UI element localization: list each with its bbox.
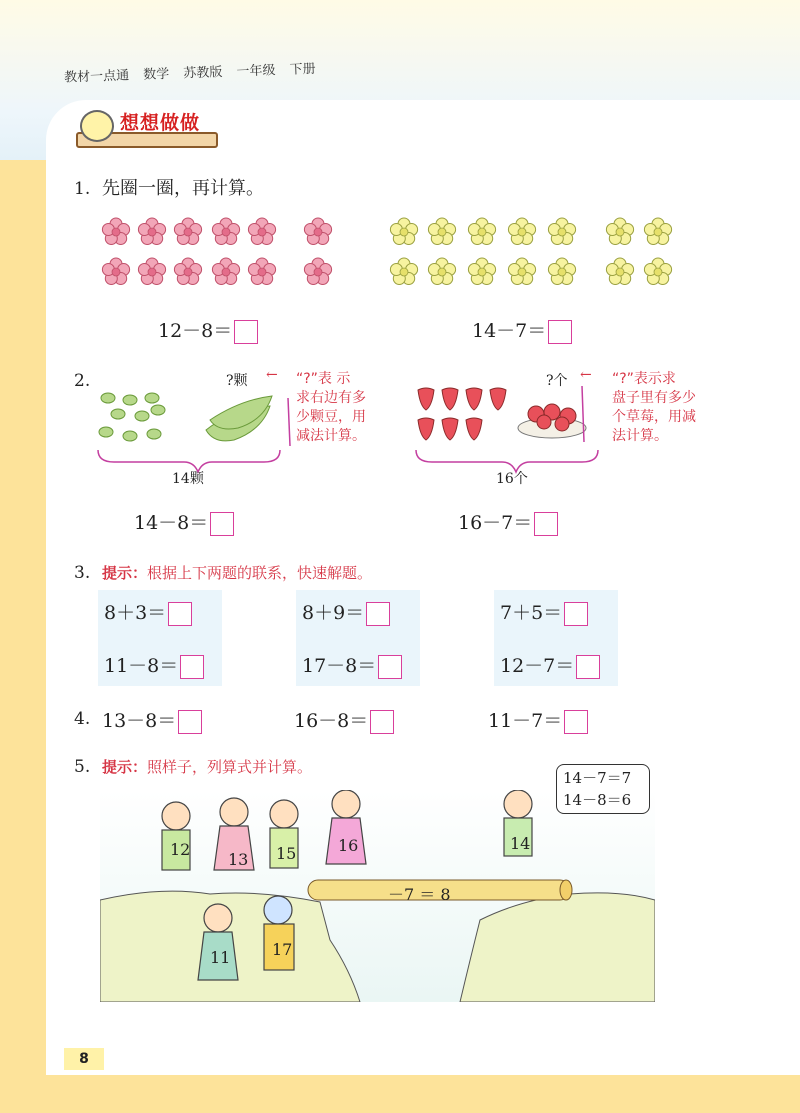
answer-box[interactable]: [534, 512, 558, 536]
header-volume: 下册: [289, 61, 316, 78]
pink-flower-icon: [100, 216, 132, 248]
yellow-flower-icon: [388, 216, 420, 248]
question-1: [74, 174, 264, 200]
answer-box[interactable]: [564, 710, 588, 734]
equation: [488, 706, 588, 734]
equation-text: 17－8＝: [302, 655, 377, 677]
bubble-line: 14－7＝7: [563, 769, 632, 787]
note-line: “?”表示求: [612, 371, 676, 387]
answer-box[interactable]: [210, 512, 234, 536]
equation-text: 11－7＝: [488, 710, 563, 732]
answer-box[interactable]: [366, 602, 390, 626]
yellow-flower-icon: [466, 216, 498, 248]
pink-flower-icon: [100, 256, 132, 288]
answer-box[interactable]: [168, 602, 192, 626]
child-number: 17: [272, 940, 293, 959]
yellow-flower-icon: [506, 256, 538, 288]
equation: [500, 651, 600, 679]
yellow-flower-icon: [642, 256, 674, 288]
pink-flower-icon: [302, 256, 334, 288]
child-number: 16: [338, 836, 359, 855]
equation-text: 11－8＝: [104, 655, 179, 677]
equation: [104, 598, 192, 626]
section-title: 想想做做: [120, 112, 201, 134]
question-4: [74, 708, 96, 729]
yellow-flower-icon: [506, 216, 538, 248]
equation: [158, 316, 258, 344]
question-2: [74, 370, 96, 391]
child-number: 15: [276, 844, 297, 863]
answer-box[interactable]: [548, 320, 572, 344]
strawberry-question-label: ?个: [546, 373, 568, 389]
answer-box[interactable]: [178, 710, 202, 734]
equation-text: 14－8＝: [134, 512, 209, 534]
yellow-flower-icon: [546, 256, 578, 288]
header-edition: 苏教版: [183, 65, 223, 82]
note-line: 盘子里有多少: [612, 390, 696, 406]
equation-text: 8＋3＝: [104, 602, 167, 624]
equation: [104, 651, 204, 679]
answer-box[interactable]: [234, 320, 258, 344]
answer-box[interactable]: [576, 655, 600, 679]
equation: [294, 706, 394, 734]
pink-flower-icon: [210, 216, 242, 248]
equation: [302, 651, 402, 679]
bean-total-label: 14颗: [172, 471, 204, 487]
note-line: 个草莓，用减: [612, 409, 696, 425]
strawberry-note: [612, 370, 696, 446]
pink-flower-icon: [136, 256, 168, 288]
bubble-line: 14－8＝6: [563, 791, 632, 809]
pink-flower-icon: [172, 216, 204, 248]
bean-question-label: ?颗: [226, 373, 248, 389]
arrow-icon: ←: [266, 367, 278, 383]
log-equation: －7 ＝ 8: [388, 885, 451, 904]
note-line: 法计算。: [612, 428, 668, 444]
yellow-flower-icon: [642, 216, 674, 248]
question-number: 4.: [74, 709, 91, 729]
equation-text: 13－8＝: [102, 710, 177, 732]
answer-box[interactable]: [370, 710, 394, 734]
pink-flower-icon: [172, 256, 204, 288]
hint-text: 根据上下两题的联系，快速解题。: [146, 564, 372, 582]
header-subject: 数学: [142, 66, 170, 83]
note-line: “?”表 示: [296, 371, 351, 387]
speech-bubble: [556, 764, 650, 814]
answer-box[interactable]: [378, 655, 402, 679]
pink-flower-icon: [246, 256, 278, 288]
note-line: 求右边有多: [296, 390, 366, 406]
equation: [134, 508, 234, 536]
question-5: [74, 756, 312, 777]
equation: [472, 316, 572, 344]
hint-label: 提示：: [101, 758, 147, 776]
question-number: 3.: [74, 563, 91, 583]
section-title-banner: [70, 106, 220, 148]
yellow-flower-icon: [604, 216, 636, 248]
note-line: 少颗豆，用: [296, 409, 366, 425]
yellow-flower-icon: [466, 256, 498, 288]
pink-flower-icon: [302, 216, 334, 248]
equation: [500, 598, 588, 626]
equation-text: 14－7＝: [472, 320, 547, 342]
equation: [302, 598, 390, 626]
equation-text: 16－7＝: [458, 512, 533, 534]
equation-text: 16－8＝: [294, 710, 369, 732]
strawberries-illustration: [412, 380, 612, 480]
pink-flower-icon: [210, 256, 242, 288]
answer-box[interactable]: [564, 602, 588, 626]
page-number: 8: [64, 1048, 104, 1070]
equation: [102, 706, 202, 734]
question-number: 1.: [74, 179, 91, 199]
note-line: 减法计算。: [296, 428, 366, 444]
arrow-icon: ←: [580, 367, 592, 383]
bean-note: [296, 370, 366, 446]
strawberry-total-label: 16个: [496, 471, 528, 487]
header-grade: 一年级: [236, 63, 276, 80]
answer-box[interactable]: [180, 655, 204, 679]
cliff-illustration: [100, 790, 655, 1002]
question-text: 先圈一圈，再计算。: [101, 178, 264, 199]
equation: [458, 508, 558, 536]
hint-label: 提示：: [101, 564, 147, 582]
question-number: 2.: [74, 371, 91, 391]
child-number: 11: [210, 948, 231, 967]
question-number: 5.: [74, 757, 91, 777]
chick-icon: [80, 110, 114, 142]
equation-text: 12－7＝: [500, 655, 575, 677]
hint-text: 照样子，列算式并计算。: [146, 758, 312, 776]
header-book: 教材一点通: [63, 68, 130, 86]
equation-text: 12－8＝: [158, 320, 233, 342]
yellow-flower-icon: [604, 256, 636, 288]
child-number: 14: [510, 834, 531, 853]
child-number: 12: [170, 840, 191, 859]
pink-flower-icon: [246, 216, 278, 248]
yellow-flower-icon: [546, 216, 578, 248]
bridge-scene: [100, 790, 655, 1002]
child-number: 13: [228, 850, 249, 869]
equation-text: 7＋5＝: [500, 602, 563, 624]
yellow-flower-icon: [388, 256, 420, 288]
question-3: [74, 562, 372, 583]
yellow-flower-icon: [426, 216, 458, 248]
pink-flower-icon: [136, 216, 168, 248]
yellow-flower-icon: [426, 256, 458, 288]
equation-text: 8＋9＝: [302, 602, 365, 624]
